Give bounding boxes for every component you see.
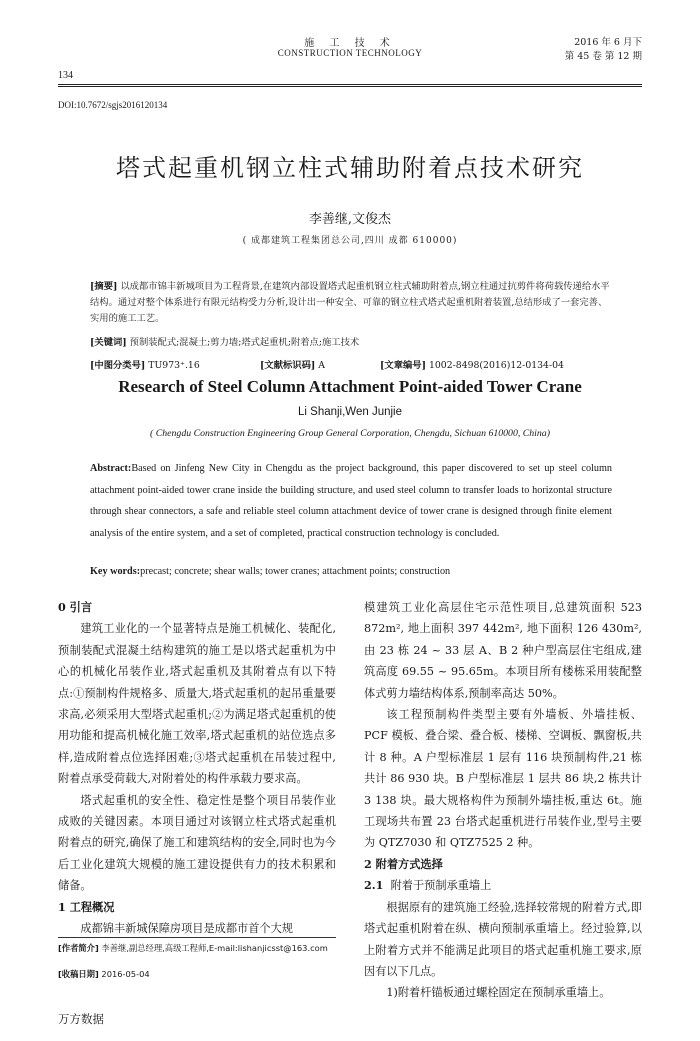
section-1-paragraph-1: 成都锦丰新城保障房项目是成都市首个大规	[80, 922, 293, 936]
body-right-column	[364, 597, 642, 1004]
header-rule-bottom	[58, 86, 642, 87]
english-title: Research of Steel Column Attachment Point-aided Tower Crane	[118, 377, 582, 396]
section-1-paragraph-2: 该工程预制构件类型主要有外墙板、外墙挂板、PCF 模板、叠合梁、叠合板、楼梯、空调板、飘窗板,共计 8 种。A 户型标准层 1 层有 116 块预制构件,21 栋共计 86 930 块。B 户型标准层 1 层共 86 块,2 栋共计 3 138 块。最大规格构件为预制外墙挂板,重达 6t。施工现场共布置 23 台塔式起重机进行吊装作业,型号主要为 QTZ7030 和 QTZ7525 2 种。	[364, 708, 642, 850]
section-2-1-paragraph-2: 1)附着杆锚板通过螺栓固定在预制承重墙上。	[386, 986, 611, 1000]
keywords-cn	[90, 335, 612, 351]
english-abstract	[90, 458, 612, 544]
body-left-column	[58, 597, 336, 940]
doc-code: [文献标识码] A	[260, 360, 325, 371]
section-0-paragraph-1: 建筑工业化的一个显著特点是施工机械化、装配化,预制装配式混凝土结构建筑的施工是以塔式起重机为中心的机械化吊装作业,塔式起重机及其附着点有以下特点:①预制构件规格多、质量大,塔式起重机的起吊重量要求高,必须采用大型塔式起重机;②为满足塔式起重机的使用功能和提高机械化施工效率,塔式起重机的站位选点多样,造成附着点位选择困难;③塔式起重机在吊装过程中,附着点承受荷载大,对附着处的构件承载力要求高。	[58, 622, 336, 786]
section-1-paragraph-cont: 模建筑工业化高层住宅示范性项目,总建筑面积 523 872m², 地上面积 397 442m², 地下面积 126 430m²,由 23 栋 24 ~ 33 层 A、B 2 种户型高层住宅组成,建筑高度 69.55 ~ 95.65m。本项目所有楼栋采用装配整体式剪力墙结构体系,预制率高达 50%。	[364, 601, 642, 700]
english-keywords-text: precast; concrete; shear walls; tower cranes; attachment points; construction	[140, 566, 451, 577]
english-keywords	[90, 566, 612, 577]
journal-name-en: CONSTRUCTION TECHNOLOGY	[277, 48, 423, 58]
section-2-1-paragraph-1: 根据原有的建筑施工经验,选择较常规的附着方式,即塔式起重机附着在纵、横向预制承重墙上。经过验算,以上附着方式并不能满足此项目的塔式起重机施工要求,原因有以下几点。	[364, 900, 642, 978]
abstract-cn-label: [摘要]	[90, 281, 118, 292]
section-1-heading: 1 工程概况	[58, 899, 115, 914]
paper-title: 塔式起重机钢立柱式辅助附着点技术研究	[116, 154, 584, 182]
abstract-cn	[90, 279, 612, 328]
journal-name-cn: 施 工 技 术	[304, 38, 396, 49]
footnote-received: [收稿日期] 2016-05-04	[58, 969, 150, 979]
authors: 李善继,文俊杰	[308, 212, 392, 227]
english-affiliation: ( Chengdu Construction Engineering Group General Corporation, Chengdu, Sichuan 610000, China)	[150, 428, 550, 439]
clc-code: [中图分类号] TU973⁺.16	[90, 360, 200, 371]
page-number: 134	[58, 70, 73, 81]
abstract-cn-text: 以成都市锦丰新城项目为工程背景,在建筑内部设置塔式起重机钢立柱式辅助附着点,钢立柱通过抗剪件将荷载传递给水平结构。通过对整个体系进行有限元结构受力分析,设计出一种安全、可靠的钢立柱式塔式起重机附着装置,总结形成了一套完善、实用的施工工艺。	[90, 281, 610, 325]
keywords-cn-text: 预制装配式;混凝土;剪力墙;塔式起重机;附着点;施工技术	[129, 337, 360, 348]
section-2-heading: 2 附着方式选择	[364, 856, 443, 871]
footnote-rule	[58, 937, 336, 938]
section-0-paragraph-2: 塔式起重机的安全性、稳定性是整个项目吊装作业成败的关键因素。本项目通过对该钢立柱式塔式起重机附着点的研究,确保了施工和建筑结构的安全,同时也为今后工业化建筑大规模的施工建设提供有力的技术积累和储备。	[58, 793, 336, 893]
footnote-author: [作者简介] 李善继,副总经理,高级工程师,E-mail:lishanjicsst@163.com	[58, 943, 328, 953]
keywords-cn-label: [关键词]	[90, 337, 127, 348]
article-number: [文章编号] 1002-8498(2016)12-0134-04	[380, 360, 564, 371]
english-keywords-label: Key words:	[90, 566, 141, 577]
issue-date: 2016 年 6 月下	[574, 37, 642, 48]
section-2-1-heading: 2.1 附着于预制承重墙上	[364, 878, 492, 893]
affiliation: ( 成都建筑工程集团总公司,四川 成都 610000)	[242, 236, 458, 246]
wanfang-logo: 万方数据	[58, 1012, 104, 1026]
section-0-heading: 0 引言	[58, 600, 93, 614]
english-abstract-text: Based on Jinfeng New City in Chengdu as the project background, this paper discovered to set up steel column attachment point-aided tower crane inside the building structure, and used steel column to transfer loads to horizontal structure through shear connectors, a safe and reliable steel column attachment device of tower crane is designed through finite element analysis of the entire system, and a set of completed, practical construction technology is concluded.	[90, 463, 612, 539]
header-rule-top	[58, 84, 642, 85]
english-authors: Li Shanji,Wen Junjie	[298, 406, 402, 418]
english-abstract-label: Abstract:	[90, 463, 132, 474]
doi: DOI:10.7672/sgjs2016120134	[58, 100, 168, 110]
volume-issue: 第 45 卷 第 12 期	[564, 51, 642, 62]
